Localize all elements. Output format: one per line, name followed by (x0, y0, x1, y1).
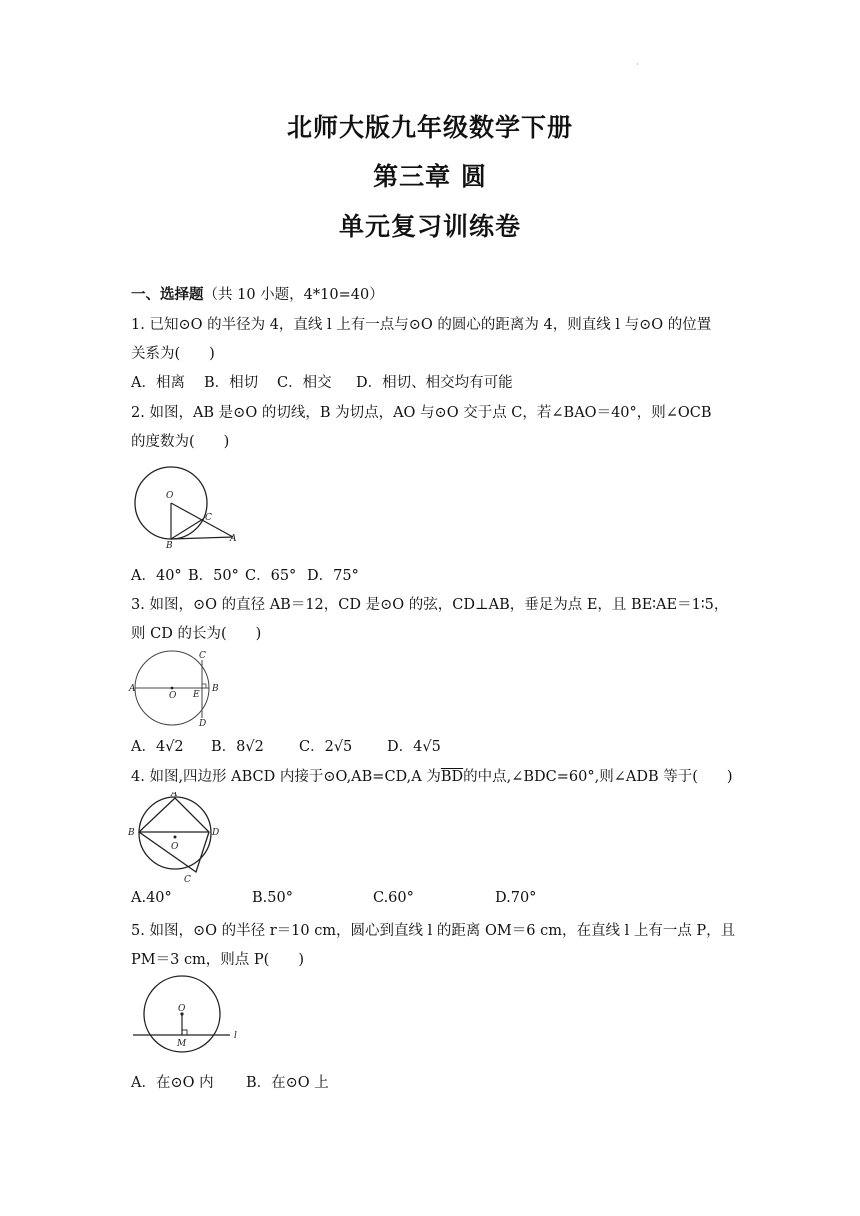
q4-option-a: A.40° (131, 890, 172, 906)
q4-label-a: A (171, 792, 178, 799)
q3-option-b: B．8√2 (211, 739, 264, 755)
q2-label-c: C (205, 513, 212, 523)
q5-label-m: M (177, 1039, 187, 1049)
q3-stem-line2: 则 CD 的长为( ) (131, 626, 262, 642)
exam-title: 单元复习训练卷 (338, 212, 521, 241)
q4-arc-bd: $\overline{BD}$ (440, 769, 464, 785)
q4-options (131, 890, 536, 906)
q1-option-d: D．相切、相交均有可能 (356, 375, 513, 391)
q3-options (131, 735, 441, 756)
page-mark: · (636, 60, 639, 69)
q1-options (131, 371, 513, 392)
q5-label-o: O (178, 1004, 186, 1014)
q5-stem-line1: 5. 如图，⊙O 的半径 r＝10 cm，圆心到直线 l 的距离 OM＝6 cm，在直线 l 上有一点 P，且 (131, 923, 736, 939)
q3-option-c: C．2√5 (299, 739, 353, 755)
q2-option-d: D．75° (307, 568, 359, 584)
q4-option-b: B.50° (252, 890, 293, 906)
section-heading (131, 283, 384, 304)
section-label: 一、选择题 (131, 287, 204, 303)
q2-label-b: B (166, 541, 173, 550)
q3-stem-line1: 3. 如图，⊙O 的直径 AB＝12，CD 是⊙O 的弦，CD⊥AB，垂足为点 E，且 BE∶AE＝1∶5， (131, 597, 729, 613)
q2-option-a: A．40° (131, 568, 182, 584)
section-note: （共 10 小题，4*10=40） (203, 287, 384, 303)
q4-label-o: O (171, 842, 179, 852)
q2-figure (133, 464, 245, 554)
q4-figure (126, 792, 226, 888)
q4-stem-part2: 的中点,∠BDC=60°,则∠ADB 等于( ) (463, 769, 733, 785)
q4-stem-part1: 4. 如图,四边形 ABCD 内接于⊙O,AB=CD,A 为 (131, 769, 441, 785)
q3-label-c: C (199, 651, 206, 661)
q4-label-b: B (128, 828, 135, 838)
q1-stem-line2: 关系为( ) (131, 346, 215, 362)
q5-option-a: A．在⊙O 内 (131, 1075, 214, 1091)
q5-stem-line2: PM＝3 cm，则点 P( ) (131, 952, 304, 968)
q3-label-e: E (193, 690, 200, 700)
q1-option-b: B．相切 (204, 375, 259, 391)
q2-label-o: O (166, 491, 174, 501)
q3-label-a: A (129, 684, 136, 694)
q5-options (131, 1071, 329, 1092)
q4-label-d: D (212, 828, 220, 838)
q4-stem-line1 (131, 765, 733, 786)
q3-figure (128, 648, 224, 732)
q1-option-c: C．相交 (277, 375, 332, 391)
q5-figure (130, 974, 244, 1062)
q3-option-d: D．4√5 (387, 739, 441, 755)
q2-options (131, 564, 359, 585)
q2-option-c: C．65° (245, 568, 297, 584)
chapter-title: 第三章 圆 (373, 162, 487, 191)
book-title: 北师大版九年级数学下册 (286, 113, 573, 142)
q2-label-a: A (230, 534, 237, 544)
q2-option-b: B．50° (188, 568, 239, 584)
q1-stem-line1: 1. 已知⊙O 的半径为 4，直线 l 上有一点与⊙O 的圆心的距离为 4，则直线 l 与⊙O 的位置 (131, 317, 712, 333)
q3-option-a: A．4√2 (131, 739, 184, 755)
q4-option-d: D.70° (495, 890, 537, 906)
q3-label-b: B (212, 684, 219, 694)
q4-option-c: C.60° (373, 890, 414, 906)
q3-label-o: O (169, 691, 177, 701)
q5-label-l: l (234, 1031, 237, 1041)
q5-option-b: B．在⊙O 上 (246, 1075, 329, 1091)
q1-option-a: A．相离 (131, 375, 185, 391)
q3-label-d: D (199, 719, 207, 728)
q4-label-c: C (184, 875, 191, 884)
q2-stem-line2: 的度数为( ) (131, 434, 230, 450)
q2-stem-line1: 2. 如图，AB 是⊙O 的切线，B 为切点，AO 与⊙O 交于点 C，若∠BAO＝40°，则∠OCB (131, 405, 712, 421)
